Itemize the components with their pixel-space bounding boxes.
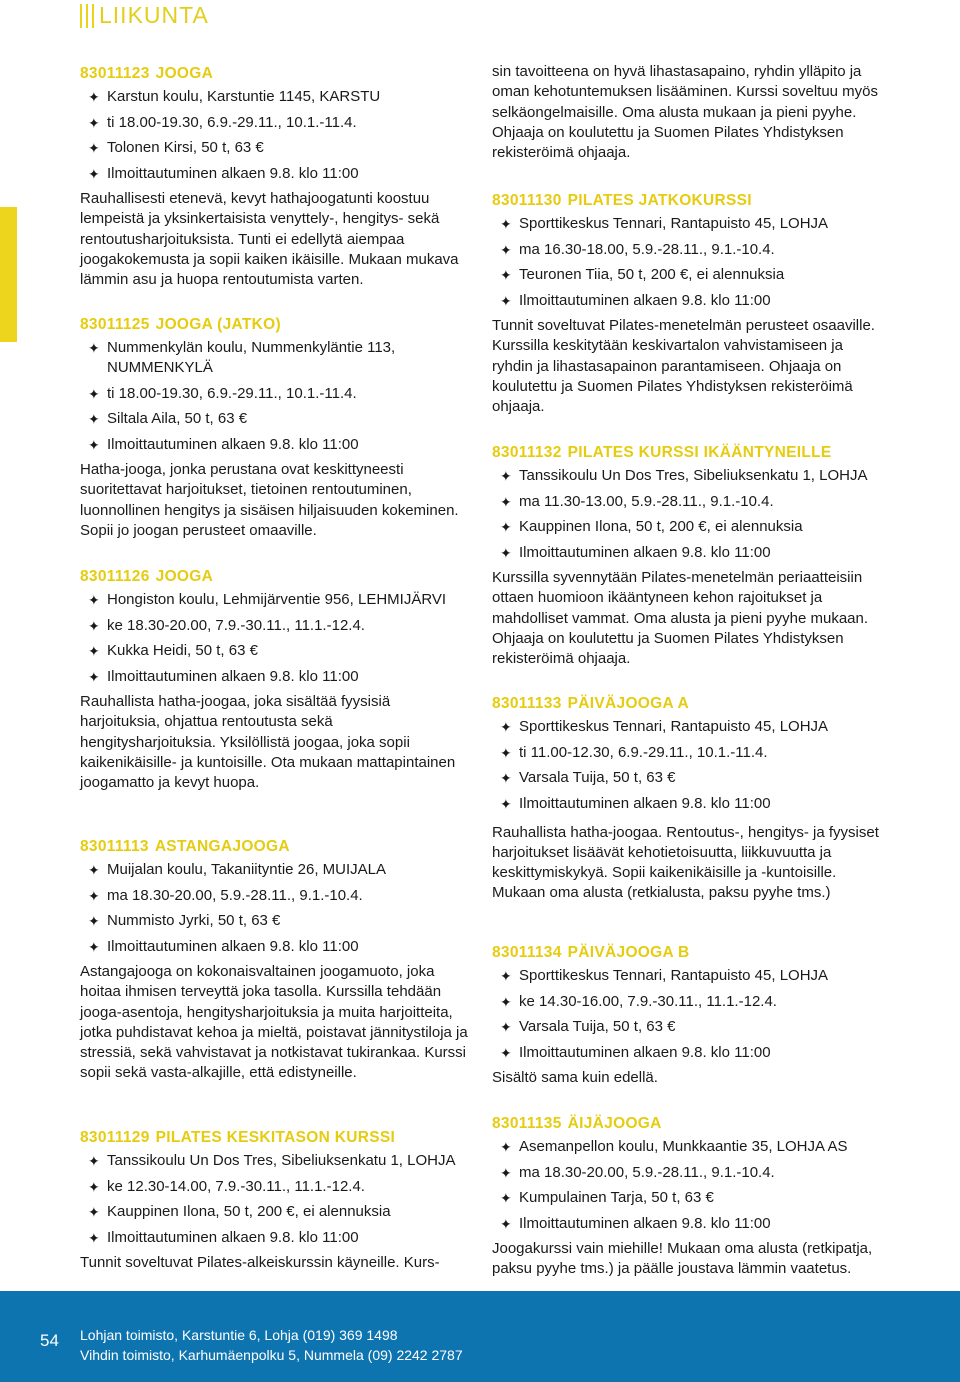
course-registration: ✦ Ilmoittautuminen alkaen 9.8. klo 11:00 [500,1043,771,1061]
course-heading: 83011132 PILATES KURSSI IKÄÄNTYNEILLE [492,444,832,461]
course-location: ✦ Tanssikoulu Un Dos Tres, Sibeliuksenkatu 1, LOHJA [88,1152,456,1169]
header-decoration [80,4,82,28]
star-bullet-icon: ✦ [500,795,512,812]
course-schedule: ✦ ti 18.00-19.30, 6.9.-29.11., 10.1.-11.4. [88,113,357,131]
course-schedule: ✦ ma 11.30-13.00, 5.9.-28.11., 9.1.-10.4. [500,492,774,510]
course-description: Joogakurssi vain miehille! Mukaan oma alusta (retkipatja, paksu pyyhe tms.) ja päälle joustava lämmin vaatetus. [492,1240,873,1278]
course-registration: ✦ Ilmoittautuminen alkaen 9.8. klo 11:00 [500,1214,771,1232]
course-teacher-price: ✦ Varsala Tuija, 50 t, 63 € [500,769,676,786]
course-schedule: ✦ ke 12.30-14.00, 7.9.-30.11., 11.1.-12.4. [88,1177,365,1195]
course-heading: 83011135 ÄIJÄJOOGA [492,1115,662,1132]
star-bullet-icon: ✦ [500,544,512,561]
star-bullet-icon: ✦ [88,89,100,105]
course-teacher-price: ✦ Varsala Tuija, 50 t, 63 € [500,1018,676,1035]
star-bullet-icon: ✦ [500,744,512,761]
star-bullet-icon: ✦ [88,1153,100,1169]
star-bullet-icon: ✦ [88,592,100,608]
course-description: Rauhallista hatha-joogaa. Rentoutus-, hengitys- ja fyysiset harjoitukset lisäävät kehotietoisuutta, liikkuvuutta ja keskittymiskykyä. Sopii kaikenikäisille ja -kuntoisille. Mukaan oma alusta (retkialusta, paksu pyyhe tms.) [492,823,879,902]
star-bullet-icon: ✦ [500,1044,512,1061]
course-heading: 83011130 PILATES JATKOKURSSI [492,192,752,209]
star-bullet-icon: ✦ [88,913,100,929]
star-bullet-icon: ✦ [500,216,512,232]
header-decoration [86,4,88,28]
star-bullet-icon: ✦ [88,1229,100,1246]
course-teacher-price: ✦ Teuronen Tiia, 50 t, 200 €, ei alennuksia [500,266,785,283]
course-registration: ✦ Ilmoittautuminen alkaen 9.8. klo 11:00 [88,937,359,955]
course-details [492,1137,884,1234]
star-bullet-icon: ✦ [88,617,100,634]
star-bullet-icon: ✦ [88,887,100,904]
course-teacher-price: ✦ Kukka Heidi, 50 t, 63 € [88,642,258,659]
star-bullet-icon: ✦ [88,411,100,427]
course-registration: ✦ Ilmoittautuminen alkaen 9.8. klo 11:00 [88,667,359,685]
course-registration: ✦ Ilmoittautuminen alkaen 9.8. klo 11:00 [500,543,771,561]
course-details [492,966,884,1063]
side-tab-marker [0,207,17,342]
office-contact-lohja: Lohjan toimisto, Karstuntie 6, Lohja (019) 369 1498 [80,1327,398,1343]
star-bullet-icon: ✦ [500,1164,512,1181]
star-bullet-icon: ✦ [88,938,100,955]
star-bullet-icon: ✦ [88,385,100,402]
star-bullet-icon: ✦ [88,165,100,182]
course-location: ✦ Sporttikeskus Tennari, Rantapuisto 45, LOHJA [500,967,829,984]
course-location: ✦ Karstun koulu, Karstuntie 1145, KARSTU [88,88,381,105]
course-location: ✦ Tanssikoulu Un Dos Tres, Sibeliuksenkatu 1, LOHJA [500,467,868,484]
course-location: ✦ Sporttikeskus Tennari, Rantapuisto 45, LOHJA [500,718,829,735]
star-bullet-icon: ✦ [500,1190,512,1206]
course-heading: 83011113 ASTANGAJOOGA [80,838,290,855]
course-heading: 83011134 PÄIVÄJOOGA B [492,944,690,961]
course-heading: 83011123 JOOGA [80,65,214,82]
course-schedule: ✦ ma 18.30-20.00, 5.9.-28.11., 9.1.-10.4. [88,886,363,904]
course-teacher-price: ✦ Nummisto Jyrki, 50 t, 63 € [88,912,281,929]
course-details [80,1151,470,1248]
course-83011134 [492,943,884,1088]
course-registration: ✦ Ilmoittautuminen alkaen 9.8. klo 11:00 [500,794,771,812]
course-details [80,87,470,184]
course-teacher-price: ✦ Kauppinen Ilona, 50 t, 200 €, ei alennuksia [88,1203,391,1220]
course-heading: 83011129 PILATES KESKITASON KURSSI [80,1129,396,1146]
course-location: ✦ Asemanpellon koulu, Munkkaantie 35, LOHJA AS [500,1138,848,1155]
star-bullet-icon: ✦ [88,643,100,659]
course-83011130 [492,191,884,417]
course-description: Hatha-jooga, jonka perustana ovat keskittyneesti suoritettavat harjoitukset, tietoinen rentoutuminen, luonnollinen hengitys ja sisäisen hiljaisuuden kokeminen. Sopii jo joogan perusteet omaaville. [80,461,459,539]
course-heading: 83011133 PÄIVÄJOOGA A [492,695,689,712]
course-schedule: ✦ ma 16.30-18.00, 5.9.-28.11., 9.1.-10.4. [500,240,775,258]
star-bullet-icon: ✦ [500,993,512,1010]
course-location: ✦ Muijalan koulu, Takaniityntie 26, MUIJALA [88,861,387,878]
course-details [492,717,884,814]
star-bullet-icon: ✦ [500,292,512,309]
course-registration: ✦ Ilmoittautuminen alkaen 9.8. klo 11:00 [88,435,359,453]
course-heading: 83011125 JOOGA (JATKO) [80,316,281,333]
course-description: Rauhallista hatha-joogaa, joka sisältää fyysisiä harjoituksia, ohjattua rentoutusta sekä hengitysharjoituksia. Yksilöllistä joogaa, joka sopii kaikenikäisille- ja kuntoisille. Ota mukaan mattapintainen joogamatto ja kevyt huopa. [80,693,456,792]
course-details [80,338,470,455]
star-bullet-icon: ✦ [88,436,100,453]
course-83011126 [80,567,470,793]
course-description: Rauhallisesti etenevä, kevyt hathajoogatunti koostuu lempeistä ja yksinkertaisista venyttely-, hengitys- sekä rentoutusharjoituksista. Tunti ei edellytä aiempaa joogakokemusta ja sopii kaiken ikäisille. Mukaan mukava lämmin asu ja huopa rentoutumista varten. [80,190,459,289]
course-teacher-price: ✦ Kauppinen Ilona, 50 t, 200 €, ei alennuksia [500,518,803,535]
star-bullet-icon: ✦ [500,1139,512,1155]
star-bullet-icon: ✦ [500,241,512,258]
course-83011129 [80,1128,470,1273]
page-number: 54 [40,1331,59,1350]
course-schedule: ✦ ke 18.30-20.00, 7.9.-30.11., 11.1.-12.4. [88,616,365,634]
course-registration: ✦ Ilmoittautuminen alkaen 9.8. klo 11:00 [88,164,359,182]
continued-description: sin tavoitteena on hyvä lihastasapaino, ryhdin ylläpito ja oman kehotuntemuksen lisääminen. Kurssi soveltuu myös selkäongelmaisille. Oma alusta mukaan ja pieni pyyhe. Ohjaaja on koulutettu ja Suomen Pilates Yhdistyksen rekisteröimä ohjaaja. [492,63,879,162]
section-header [0,0,400,34]
course-details [80,590,470,687]
star-bullet-icon: ✦ [88,668,100,685]
course-schedule: ✦ ma 18.30-20.00, 5.9.-28.11., 9.1.-10.4. [500,1163,775,1181]
star-bullet-icon: ✦ [500,968,512,984]
course-teacher-price: ✦ Kumpulainen Tarja, 50 t, 63 € [500,1189,714,1206]
course-description: Sisältö sama kuin edellä. [492,1069,658,1086]
course-location: ✦ Hongiston koulu, Lehmijärventie 956, LEHMIJÄRVI [88,591,447,608]
course-details [492,466,884,563]
course-schedule: ✦ ti 18.00-19.30, 6.9.-29.11., 10.1.-11.4. [88,384,357,402]
star-bullet-icon: ✦ [88,1178,100,1195]
course-teacher-price: ✦ Siltala Aila, 50 t, 63 € [88,410,248,427]
header-decoration [92,4,94,28]
course-83011125 [80,315,470,541]
star-bullet-icon: ✦ [500,770,512,786]
star-bullet-icon: ✦ [88,1204,100,1220]
star-bullet-icon: ✦ [88,140,100,156]
course-registration: ✦ Ilmoittautuminen alkaen 9.8. klo 11:00 [88,1228,359,1246]
course-description: Tunnit soveltuvat Pilates-menetelmän perusteet osaaville. Kurssilla keskitytään keskivartalon vahvistamiseen ja ryhdin ja lihastasapainon parantamiseen. Ohjaaja on koulutettu ja Suomen Pilates Yhdistyksen rekisteröimä ohjaaja. [492,317,875,416]
course-location: ✦ Nummenkylän koulu, Nummenkyläntie 113, NUMMENKYLÄ [88,339,396,376]
course-schedule: ✦ ke 14.30-16.00, 7.9.-30.11., 11.1.-12.4. [500,992,777,1010]
course-location: ✦ Sporttikeskus Tennari, Rantapuisto 45, LOHJA [500,215,829,232]
course-83011135 [492,1114,884,1280]
star-bullet-icon: ✦ [88,114,100,131]
course-description: Kurssilla syvennytään Pilates-menetelmän periaatteisiin ottaen huomioon ikääntyneen kehon rajoitukset ja mahdolliset vammat. Oma alusta ja pieni pyyhe mukaan. Ohjaaja on koulutettu ja Suomen Pilates Yhdistyksen rekisteröimä ohjaaja. [492,569,869,668]
star-bullet-icon: ✦ [500,468,512,484]
course-details [492,214,884,311]
star-bullet-icon: ✦ [500,1215,512,1232]
course-83011133 [492,694,884,904]
course-schedule: ✦ ti 11.00-12.30, 6.9.-29.11., 10.1.-11.4. [500,743,768,761]
course-teacher-price: ✦ Tolonen Kirsi, 50 t, 63 € [88,139,264,156]
course-description: Astangajooga on kokonaisvaltainen joogamuoto, joka hoitaa ihmisen terveyttä joka tasolla. Kurssilla tehdään jooga-asentoja, hengitysharjoituksia ja muita harjoitteita, jotka puhdistavat kehoa ja mieltä, poistavat jännitystiloja ja stressiä, sekä vahvistavat ja notkistavat tukirankaa. Kurssi sopii sekä vasta-alkajille, että edistyneille. [80,963,468,1082]
office-contact-vihti: Vihdin toimisto, Karhumäenpolku 5, Nummela (09) 2242 2787 [80,1347,463,1363]
star-bullet-icon: ✦ [500,267,512,283]
course-83011113 [80,837,470,1084]
course-details [80,860,470,957]
course-83011123 [80,64,470,290]
course-description: Tunnit soveltuvat Pilates-alkeiskurssin käyneille. Kurs- [80,1254,440,1271]
course-heading: 83011126 JOOGA [80,568,214,585]
star-bullet-icon: ✦ [500,719,512,735]
star-bullet-icon: ✦ [500,1019,512,1035]
course-83011132 [492,443,884,669]
star-bullet-icon: ✦ [500,493,512,510]
section-title: LIIKUNTA [99,2,209,28]
star-bullet-icon: ✦ [500,519,512,535]
star-bullet-icon: ✦ [88,340,100,356]
star-bullet-icon: ✦ [88,862,100,878]
course-registration: ✦ Ilmoittautuminen alkaen 9.8. klo 11:00 [500,291,771,309]
